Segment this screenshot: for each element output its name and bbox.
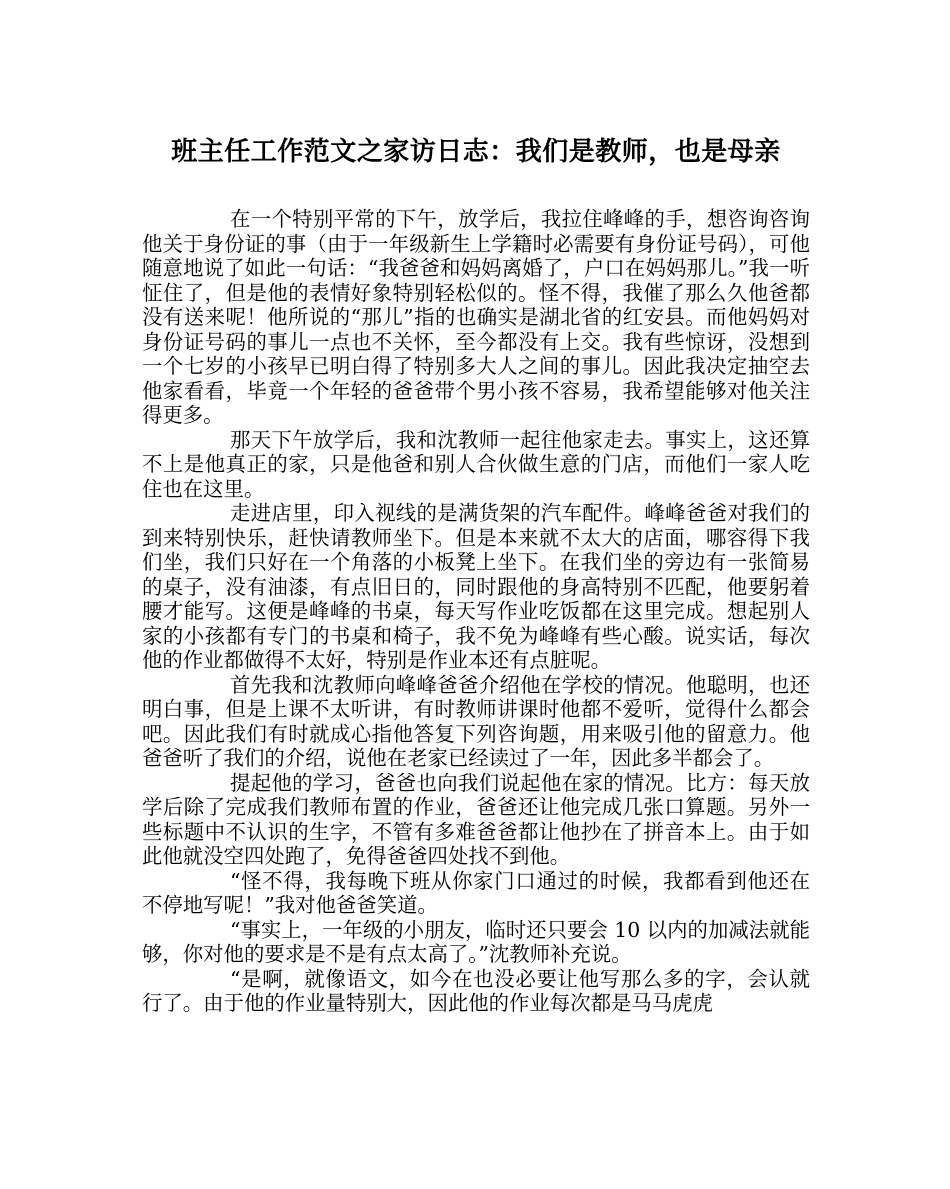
paragraph: 首先我和沈教师向峰峰爸爸介绍他在学校的情况。他聪明，也还明白事，但是上课不太听讲，有时教师讲课时他都不爱听，觉得什么都会吧。因此我们有时就成心指他答复下列咨询题，用来吸引他的留意力。他爸爸听了我们的介绍，说他在老家已经读过了一年，因此多半都会了。 bbox=[142, 672, 810, 770]
paragraph: “怪不得，我每晚下班从你家门口通过的时候，我都看到他还在不停地写呢！”我对他爸爸笑道。 bbox=[142, 868, 810, 917]
document-title: 班主任工作范文之家访日志：我们是教师，也是母亲 bbox=[171, 137, 781, 167]
paragraph: “事实上，一年级的小朋友，临时还只要会 10 以内的加减法就能够，你对他的要求是不是有点太高了。”沈教师补充说。 bbox=[142, 917, 810, 966]
paragraph: 提起他的学习，爸爸也向我们说起他在家的情况。比方：每天放学后除了完成我们教师布置的作业，爸爸还让他完成几张口算题。另外一些标题中不认识的生字，不管有多难爸爸都让他抄在了拼音本上。由于如此他就没空四处跑了，免得爸爸四处找不到他。 bbox=[142, 770, 810, 868]
paragraph: 在一个特别平常的下午，放学后，我拉住峰峰的手，想咨询咨询他关于身份证的事（由于一年级新生上学籍时必需要有身份证号码），可他随意地说了如此一句话：“我爸爸和妈妈离婚了，户口在妈妈那儿。”我一听怔住了，但是他的表情好象特别轻松似的。怪不得，我催了那么久他爸都没有送来呢！他所说的“那儿”指的也确实是湖北省的红安县。而他妈妈对身份证号码的事儿一点也不关怀，至今都没有上交。我有些惊讶，没想到一个七岁的小孩早已明白得了特别多大人之间的事儿。因此我决定抽空去他家看看，毕竟一个年轻的爸爸带个男小孩不容易，我希望能够对他关注得更多。 bbox=[142, 207, 810, 427]
paragraph: “是啊，就像语文，如今在也没必要让他写那么多的字，会认就行了。由于他的作业量特别大，因此他的作业每次都是马马虎虎 bbox=[142, 966, 810, 1015]
document-body bbox=[142, 207, 810, 1016]
paragraph: 那天下午放学后，我和沈教师一起往他家走去。事实上，这还算不上是他真正的家，只是他爸和别人合伙做生意的门店，而他们一家人吃住也在这里。 bbox=[142, 427, 810, 501]
paragraph: 走进店里，印入视线的是满货架的汽车配件。峰峰爸爸对我们的到来特别快乐，赶快请教师坐下。但是本来就不太大的店面，哪容得下我们坐，我们只好在一个角落的小板凳上坐下。在我们坐的旁边有一张简易的桌子，没有油漆，有点旧日的，同时跟他的身高特别不匹配，他要躬着腰才能写。这便是峰峰的书桌，每天写作业吃饭都在这里完成。想起别人家的小孩都有专门的书桌和椅子，我不免为峰峰有些心酸。说实话，每次他的作业都做得不太好，特别是作业本还有点脏呢。 bbox=[142, 501, 810, 672]
